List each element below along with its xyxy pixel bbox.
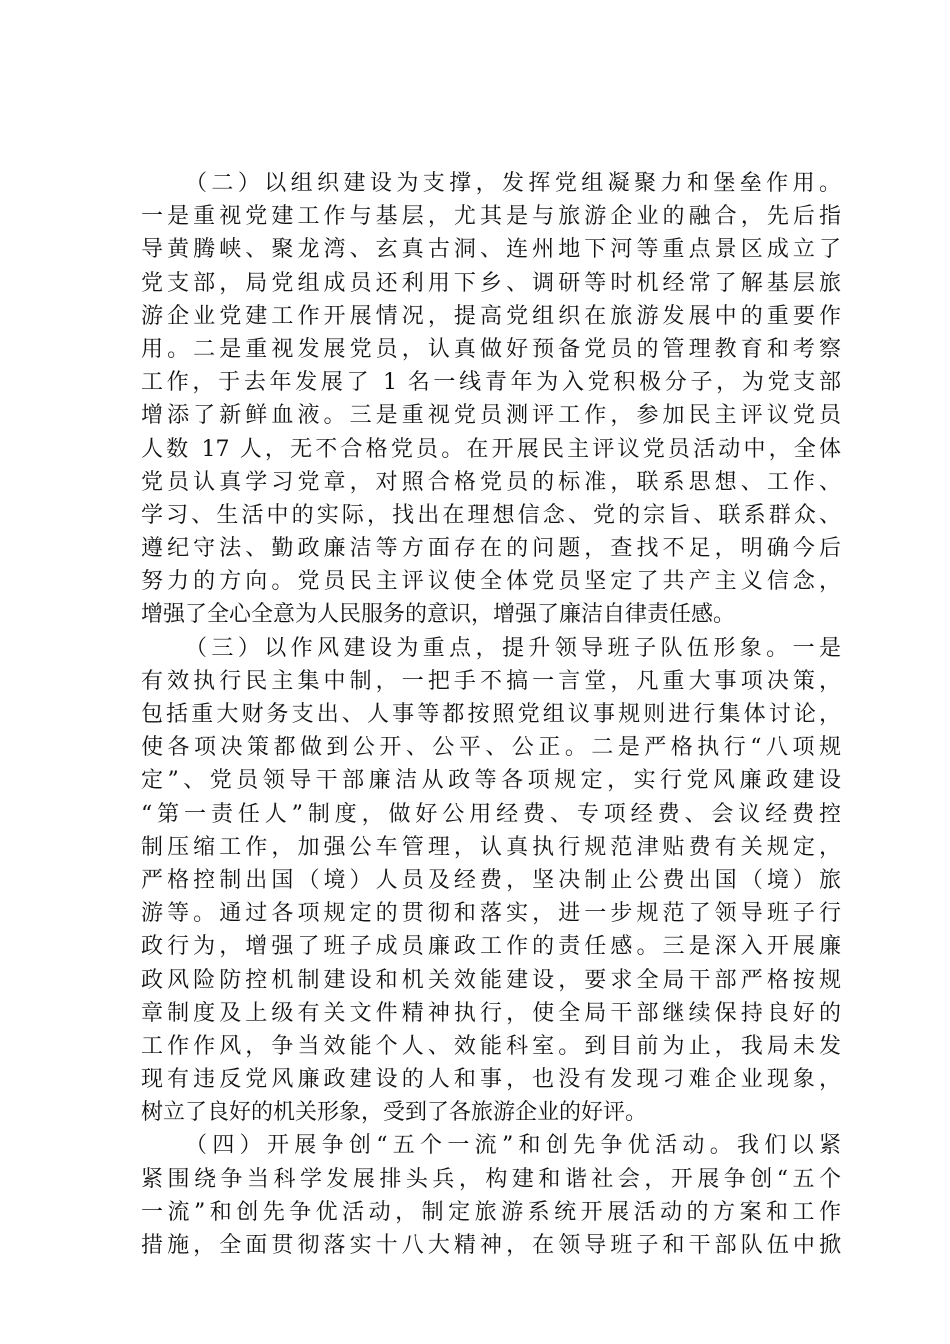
text-line: 遵纪守法、勤政廉洁等方面存在的问题，查找不足，明确今后 (141, 536, 841, 562)
text-line: 游等。通过各项规定的贯彻和落实，进一步规范了领导班子行 (141, 901, 841, 927)
text-line: 党支部，局党组成员还利用下乡、调研等时机经常了解基层旅 (141, 270, 841, 296)
text-line: 制压缩工作，加强公车管理，认真执行规范津贴费有关规定， (141, 834, 841, 860)
paragraph-3-heading-line: （三）以作风建设为重点，提升领导班子队伍形象。一是 (185, 635, 841, 661)
text-line: 一是重视党建工作与基层，尤其是与旅游企业的融合，先后指 (141, 204, 841, 230)
text-line: 树立了良好的机关形象，受到了各旅游企业的好评。 (141, 1100, 648, 1126)
text-line: 章制度及上级有关文件精神执行，使全局干部继续保持良好的 (141, 1000, 841, 1026)
text-line: 学习、生活中的实际，找出在理想信念、党的宗旨、联系群众、 (141, 502, 841, 528)
text-line: 使各项决策都做到公开、公平、公正。二是严格执行“八项规 (141, 735, 841, 761)
paragraph-2-heading-line: （二）以组织建设为支撑，发挥党组凝聚力和堡垒作用。 (185, 171, 841, 196)
paragraph-4-heading-line: （四）开展争创“五个一流”和创先争优活动。我们以紧 (185, 1133, 841, 1159)
text-line: 政行为，增强了班子成员廉政工作的责任感。三是深入开展廉 (141, 934, 841, 960)
text-line: 用。二是重视发展党员，认真做好预备党员的管理教育和考察 (141, 336, 841, 362)
text-line: 定”、党员领导干部廉洁从政等各项规定，实行党风廉政建设 (141, 768, 841, 794)
text-line: 有效执行民主集中制，一把手不搞一言堂，凡重大事项决策， (141, 668, 841, 694)
text-line: 措施，全面贯彻落实十八大精神，在领导班子和干部队伍中掀 (141, 1233, 841, 1258)
text-line: “第一责任人”制度，做好公用经费、专项经费、会议经费控 (141, 801, 841, 827)
text-line: 游企业党建工作开展情况，提高党组织在旅游发展中的重要作 (141, 303, 841, 329)
text-line: 工作，于去年发展了 1 名一线青年为入党积极分子，为党支部 (141, 370, 841, 396)
body-text (141, 167, 841, 1262)
text-line: 努力的方向。党员民主评议使全体党员坚定了共产主义信念， (141, 569, 841, 595)
text-line: 人数 17 人，无不合格党员。在开展民主评议党员活动中，全体 (141, 436, 841, 462)
text-line: 工作作风，争当效能个人、效能科室。到目前为止，我局未发 (141, 1033, 841, 1059)
text-line: 政风险防控机制建设和机关效能建设，要求全局干部严格按规 (141, 967, 841, 993)
text-line: 党员认真学习党章，对照合格党员的标准，联系思想、工作、 (141, 469, 841, 495)
text-line: 包括重大财务支出、人事等都按照党组议事规则进行集体讨论， (141, 702, 841, 727)
text-line: 严格控制出国（境）人员及经费，坚决制止公费出国（境）旅 (141, 867, 841, 893)
text-line: 增添了新鲜血液。三是重视党员测评工作，参加民主评议党员 (141, 403, 841, 429)
text-line: 紧围绕争当科学发展排头兵，构建和谐社会，开展争创“五个 (141, 1166, 841, 1192)
text-line: 一流”和创先争优活动，制定旅游系统开展活动的方案和工作 (141, 1199, 841, 1225)
text-line: 增强了全心全意为人民服务的意识，增强了廉洁自律责任感。 (141, 602, 736, 628)
text-line: 导黄腾峡、聚龙湾、玄真古洞、连州地下河等重点景区成立了 (141, 237, 841, 263)
text-line: 现有违反党风廉政建设的人和事，也没有发现刁难企业现象， (141, 1067, 841, 1093)
